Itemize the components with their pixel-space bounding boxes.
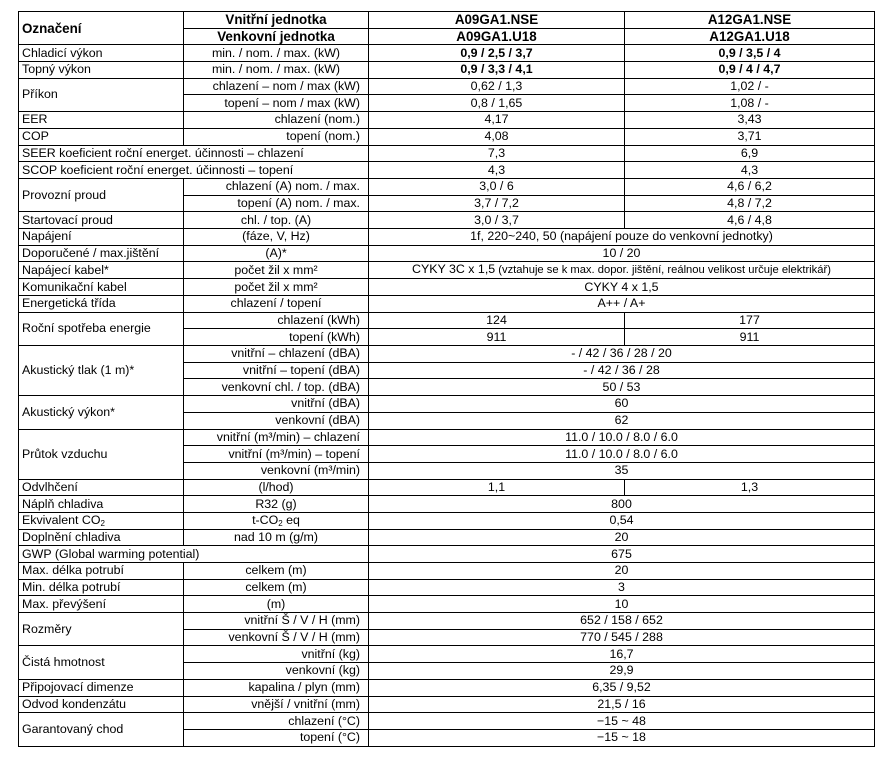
value-merged: - / 42 / 36 / 28 [369, 362, 875, 379]
row-unit: venkovní (m³/min) [184, 462, 369, 479]
value-a: 0,8 / 1,65 [369, 95, 625, 112]
row-label: SCOP koeficient roční energet. účinnosti – topení [19, 162, 369, 179]
row-unit: nad 10 m (g/m) [184, 529, 369, 546]
row-label: Garantovaný chod [19, 713, 184, 746]
value-a: 4,17 [369, 112, 625, 129]
value-merged: 21,5 / 16 [369, 696, 875, 713]
value-merged: A++ / A+ [369, 296, 875, 313]
value-b: 4,3 [625, 162, 875, 179]
row-label: EER [19, 112, 184, 129]
table-row [19, 596, 875, 613]
row-unit: topení (nom.) [184, 128, 369, 145]
row-unit [184, 512, 369, 529]
value-merged: 10 [369, 596, 875, 613]
row-label: Topný výkon [19, 62, 184, 79]
table-row [19, 78, 875, 95]
value-a: 0,9 / 2,5 / 3,7 [369, 45, 625, 62]
value-merged: −15 ~ 48 [369, 713, 875, 730]
row-label: Startovací proud [19, 212, 184, 229]
row-unit: topení (kWh) [184, 329, 369, 346]
row-label: Doplnění chladiva [19, 529, 184, 546]
value-b: 0,9 / 4 / 4,7 [625, 62, 875, 79]
table-row [19, 178, 875, 195]
value-merged: 675 [369, 546, 875, 563]
row-unit: kapalina / plyn (mm) [184, 679, 369, 696]
row-unit: min. / nom. / max. (kW) [184, 45, 369, 62]
table-row [19, 346, 875, 363]
row-unit: (l/hod) [184, 479, 369, 496]
row-label: Chladicí výkon [19, 45, 184, 62]
row-label: Připojovací dimenze [19, 679, 184, 696]
table-row [19, 479, 875, 496]
row-label: Odvod kondenzátu [19, 696, 184, 713]
value-merged: 20 [369, 529, 875, 546]
value-a: 4,08 [369, 128, 625, 145]
row-unit: (fáze, V, Hz) [184, 228, 369, 245]
value-b: 1,3 [625, 479, 875, 496]
table-row [19, 62, 875, 79]
row-unit: chlazení (nom.) [184, 112, 369, 129]
designation-header: Označení [19, 12, 184, 45]
table-row [19, 296, 875, 313]
value-merged: 10 / 20 [369, 245, 875, 262]
value-a: 0,62 / 1,3 [369, 78, 625, 95]
value-a: 0,9 / 3,3 / 4,1 [369, 62, 625, 79]
value-merged: 16,7 [369, 646, 875, 663]
value-a: 1,1 [369, 479, 625, 496]
row-unit: počet žil x mm² [184, 279, 369, 296]
value-a: 7,3 [369, 145, 625, 162]
value-merged: 3 [369, 579, 875, 596]
row-unit: chlazení (°C) [184, 713, 369, 730]
row-unit: vnitřní Š / V / H (mm) [184, 613, 369, 630]
row-unit: chlazení (A) nom. / max. [184, 178, 369, 195]
value-b: 1,08 / - [625, 95, 875, 112]
value-merged: 50 / 53 [369, 379, 875, 396]
row-label: COP [19, 128, 184, 145]
table-row [19, 212, 875, 229]
row-label: Max. délka potrubí [19, 563, 184, 580]
row-unit: venkovní chl. / top. (dBA) [184, 379, 369, 396]
row-label: Energetická třída [19, 296, 184, 313]
table-row [19, 262, 875, 279]
value-merged: 29,9 [369, 663, 875, 680]
row-label: GWP (Global warming potential) [19, 546, 369, 563]
row-label: Napájení [19, 228, 184, 245]
row-label: Doporučené / max.jištění [19, 245, 184, 262]
table-row [19, 579, 875, 596]
row-unit: R32 (g) [184, 496, 369, 513]
table-row [19, 563, 875, 580]
value-b: 3,43 [625, 112, 875, 129]
row-unit: (m) [184, 596, 369, 613]
row-label: Komunikační kabel [19, 279, 184, 296]
table-row [19, 496, 875, 513]
table-row [19, 279, 875, 296]
row-unit: vnější / vnitřní (mm) [184, 696, 369, 713]
row-unit: vnitřní (kg) [184, 646, 369, 663]
row-unit: vnitřní (m³/min) – topení [184, 446, 369, 463]
row-label [19, 512, 184, 529]
value-merged: 652 / 158 / 652 [369, 613, 875, 630]
value-a: 3,0 / 6 [369, 178, 625, 195]
co2-unit: t-CO [252, 513, 279, 528]
row-unit: topení – nom / max (kW) [184, 95, 369, 112]
model-a-outdoor: A09GA1.U18 [369, 28, 625, 45]
model-b-outdoor: A12GA1.U18 [625, 28, 875, 45]
value-merged: 770 / 545 / 288 [369, 629, 875, 646]
row-unit: chlazení (kWh) [184, 312, 369, 329]
value-merged: 20 [369, 563, 875, 580]
table-row [19, 112, 875, 129]
row-label: Příkon [19, 78, 184, 111]
table-row [19, 679, 875, 696]
row-label: Provozní proud [19, 178, 184, 211]
row-unit: venkovní (dBA) [184, 412, 369, 429]
row-unit: vnitřní – topení (dBA) [184, 362, 369, 379]
table-row [19, 145, 875, 162]
row-unit: chlazení / topení [184, 296, 369, 313]
value-merged: 800 [369, 496, 875, 513]
value-b: 4,8 / 7,2 [625, 195, 875, 212]
value-b: 0,9 / 3,5 / 4 [625, 45, 875, 62]
row-label: Náplň chladiva [19, 496, 184, 513]
indoor-unit-header: Vnitřní jednotka [184, 12, 369, 29]
value-merged: −15 ~ 18 [369, 729, 875, 746]
table-row [19, 546, 875, 563]
row-label: Rozměry [19, 613, 184, 646]
value-merged: 11.0 / 10.0 / 8.0 / 6.0 [369, 429, 875, 446]
value-a: 124 [369, 312, 625, 329]
row-unit: topení (A) nom. / max. [184, 195, 369, 212]
row-unit: vnitřní (m³/min) – chlazení [184, 429, 369, 446]
co2-label-sub: 2 [100, 519, 105, 529]
row-label: Průtok vzduchu [19, 429, 184, 479]
table-row [19, 512, 875, 529]
table-row [19, 128, 875, 145]
value-b: 911 [625, 329, 875, 346]
table-row [19, 613, 875, 630]
value-a: 3,7 / 7,2 [369, 195, 625, 212]
table-row [19, 646, 875, 663]
table-row [19, 396, 875, 413]
row-unit: topení (°C) [184, 729, 369, 746]
row-unit: celkem (m) [184, 579, 369, 596]
row-unit: venkovní (kg) [184, 663, 369, 680]
value-b: 1,02 / - [625, 78, 875, 95]
row-unit: chlazení – nom / max (kW) [184, 78, 369, 95]
row-unit: chl. / top. (A) [184, 212, 369, 229]
value-merged: 35 [369, 462, 875, 479]
row-unit: vnitřní – chlazení (dBA) [184, 346, 369, 363]
value-b: 177 [625, 312, 875, 329]
cable-note: (vztahuje se k max. dopor. jištění, reálnou velikost určuje elektrikář) [495, 264, 831, 277]
co2-unit-sub: 2 [278, 519, 283, 529]
row-unit: (A)* [184, 245, 369, 262]
table-row [19, 529, 875, 546]
table-row [19, 228, 875, 245]
value-merged: 60 [369, 396, 875, 413]
row-unit: min. / nom. / max. (kW) [184, 62, 369, 79]
value-b: 4,6 / 4,8 [625, 212, 875, 229]
value-merged [369, 262, 875, 279]
row-label: Max. převýšení [19, 596, 184, 613]
table-row [19, 429, 875, 446]
value-a: 3,0 / 3,7 [369, 212, 625, 229]
table-row [19, 162, 875, 179]
table-row [19, 245, 875, 262]
row-unit: celkem (m) [184, 563, 369, 580]
value-merged: CYKY 4 x 1,5 [369, 279, 875, 296]
value-merged: 0,54 [369, 512, 875, 529]
row-label: SEER koeficient roční energet. účinnosti – chlazení [19, 145, 369, 162]
row-label: Akustický tlak (1 m)* [19, 346, 184, 396]
row-label: Čistá hmotnost [19, 646, 184, 679]
row-label: Roční spotřeba energie [19, 312, 184, 345]
row-unit: vnitřní (dBA) [184, 396, 369, 413]
spec-table [18, 11, 875, 747]
value-merged: 11.0 / 10.0 / 8.0 / 6.0 [369, 446, 875, 463]
model-b-indoor: A12GA1.NSE [625, 12, 875, 29]
value-merged: 62 [369, 412, 875, 429]
value-merged: 6,35 / 9,52 [369, 679, 875, 696]
row-unit: venkovní Š / V / H (mm) [184, 629, 369, 646]
row-label: Odvlhčení [19, 479, 184, 496]
row-label: Napájecí kabel* [19, 262, 184, 279]
header-row-indoor [19, 12, 875, 29]
value-merged: - / 42 / 36 / 28 / 20 [369, 346, 875, 363]
cable-spec: CYKY 3C x 1,5 [412, 262, 496, 277]
table-row [19, 312, 875, 329]
value-merged: 1f, 220~240, 50 (napájení pouze do venkovní jednotky) [369, 228, 875, 245]
co2-unit-tail: eq [282, 513, 300, 528]
row-label: Min. délka potrubí [19, 579, 184, 596]
table-row [19, 45, 875, 62]
value-a: 4,3 [369, 162, 625, 179]
co2-label: Ekvivalent CO [22, 513, 101, 528]
row-label: Akustický výkon* [19, 396, 184, 429]
row-unit: počet žil x mm² [184, 262, 369, 279]
table-row [19, 713, 875, 730]
table-row [19, 696, 875, 713]
value-b: 6,9 [625, 145, 875, 162]
value-b: 4,6 / 6,2 [625, 178, 875, 195]
value-b: 3,71 [625, 128, 875, 145]
outdoor-unit-header: Venkovní jednotka [184, 28, 369, 45]
model-a-indoor: A09GA1.NSE [369, 12, 625, 29]
value-a: 911 [369, 329, 625, 346]
